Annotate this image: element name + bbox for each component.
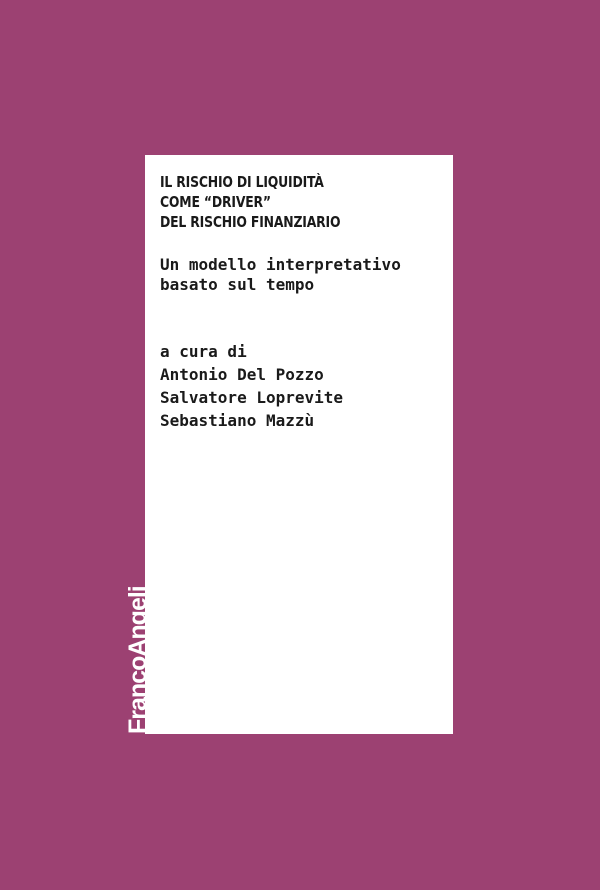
title-panel: [145, 155, 453, 734]
editor-name-3: Sebastiano Mazzù: [160, 411, 315, 430]
book-title: [160, 172, 340, 232]
editors-block: [160, 340, 343, 432]
book-subtitle: [160, 255, 401, 295]
subtitle-line-2: basato sul tempo: [160, 275, 315, 294]
title-line-2: COME “DRIVER”: [160, 193, 271, 211]
publisher-logo: FrancoAngeli: [124, 586, 152, 734]
editor-name-1: Antonio Del Pozzo: [160, 365, 324, 384]
editor-name-2: Salvatore Loprevite: [160, 388, 344, 407]
editors-intro: a cura di: [160, 342, 247, 361]
title-line-3: DEL RISCHIO FINANZIARIO: [160, 213, 341, 231]
subtitle-line-1: Un modello interpretativo: [160, 255, 401, 274]
title-line-1: IL RISCHIO DI LIQUIDITÀ: [160, 173, 324, 191]
